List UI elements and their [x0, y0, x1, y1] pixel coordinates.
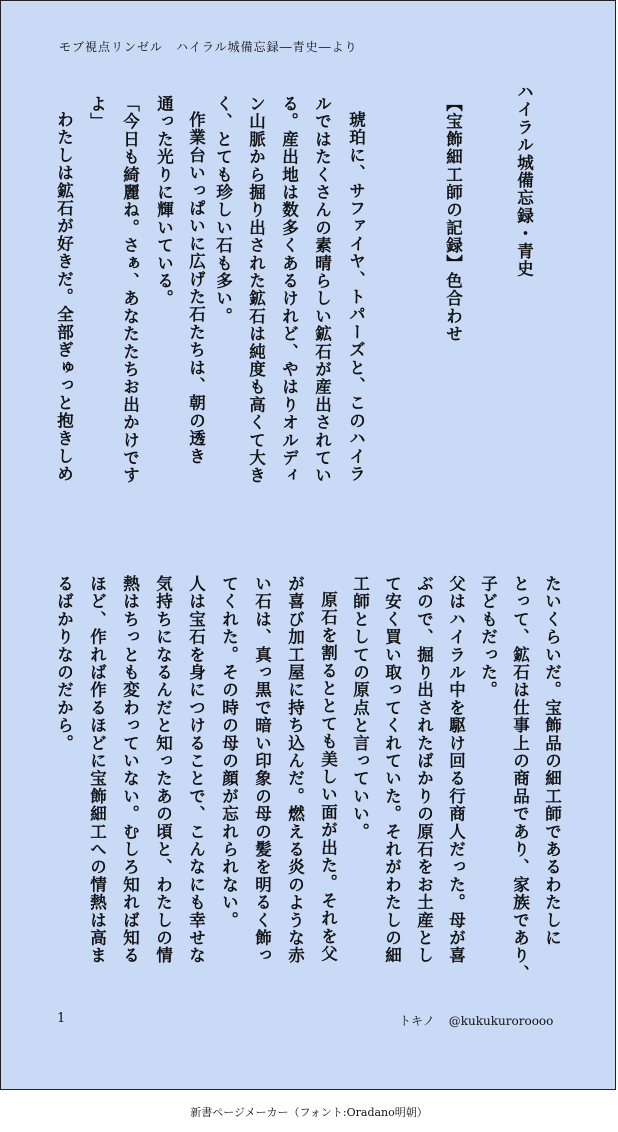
- running-header: モブ視点リンゼル ハイラル城備忘録―青史―より: [59, 40, 358, 54]
- text-column: よ」: [87, 95, 107, 131]
- text-column: 子どもだった。: [478, 575, 498, 699]
- text-column: わたしは鉱石が好きだ。全部ぎゅっと抱きしめ: [54, 111, 74, 483]
- section-heading: 【宝飾細工師の記録】色合わせ: [443, 95, 463, 343]
- text-column: ほど、作れば作るほどに宝飾細工への情熱は高ま: [87, 575, 107, 965]
- text-column: 工師としての原点と言っていい。: [350, 575, 370, 841]
- text-column: 作業台いっぱいに広げた石たちは、朝の透き: [186, 111, 206, 465]
- text-column: 琥珀に、サファイヤ、トパーズと、このハイラ: [346, 111, 366, 483]
- text-column: るばかりなのだから。: [54, 575, 74, 752]
- text-column: 気持ちになるんだと知ったあの頃と、わたしの情: [153, 575, 173, 965]
- text-column: ぶので、掘り出されたばかりの原石をお土産とし: [414, 575, 434, 965]
- text-column: たいくらいだ。宝飾品の細工師であるわたしに: [542, 575, 562, 947]
- text-column: 人は宝石を身につけることで、こんなにも幸せな: [186, 575, 206, 965]
- text-column: る。産出地は数多くあるけれど、やはりオルディ: [279, 95, 299, 485]
- author-handle: @kukukuroroooo: [448, 1014, 554, 1028]
- text-column: く、とても珍しい石も多い。: [213, 95, 233, 326]
- text-column: 原石を割るととても美しい面が出た。それを父: [318, 591, 338, 963]
- text-column: い石は、真っ黒で暗い印象の母の髪を明るく飾っ: [252, 575, 272, 965]
- author-line: [399, 1012, 567, 1029]
- text-column: 通った光りに輝いている。: [154, 95, 174, 308]
- text-column: が喜び加工屋に持ち込んだ。燃える炎のような赤: [285, 575, 305, 965]
- author-name: トキノ: [399, 1014, 435, 1028]
- text-column: 「今日も綺麗ね。さぁ、あなたたちお出かけです: [120, 95, 140, 485]
- text-column: 父はハイラル中を駆け回る行商人だった。母が喜: [446, 575, 466, 965]
- text-column: ルではたくさんの素晴らしい鉱石が産出されてい: [312, 95, 332, 485]
- text-column: てくれた。その時の母の顔が忘れられない。: [219, 575, 239, 929]
- page-number: 1: [57, 1011, 66, 1026]
- text-column: ン山脈から掘り出された鉱石は純度も高くて大き: [246, 95, 266, 485]
- title-column: ハイラル城備忘録・青史: [514, 83, 534, 278]
- text-column: 熱はちっとも変わっていない。むしろ知れば知る: [120, 575, 140, 965]
- text-column: とって、鉱石は仕事上の商品であり、家族であり、: [510, 575, 530, 983]
- text-column: て安く買い取ってくれていた。それがわたしの細: [382, 575, 402, 965]
- footer-caption: 新書ページメーカー（フォント:Oradano明朝）: [190, 1106, 428, 1119]
